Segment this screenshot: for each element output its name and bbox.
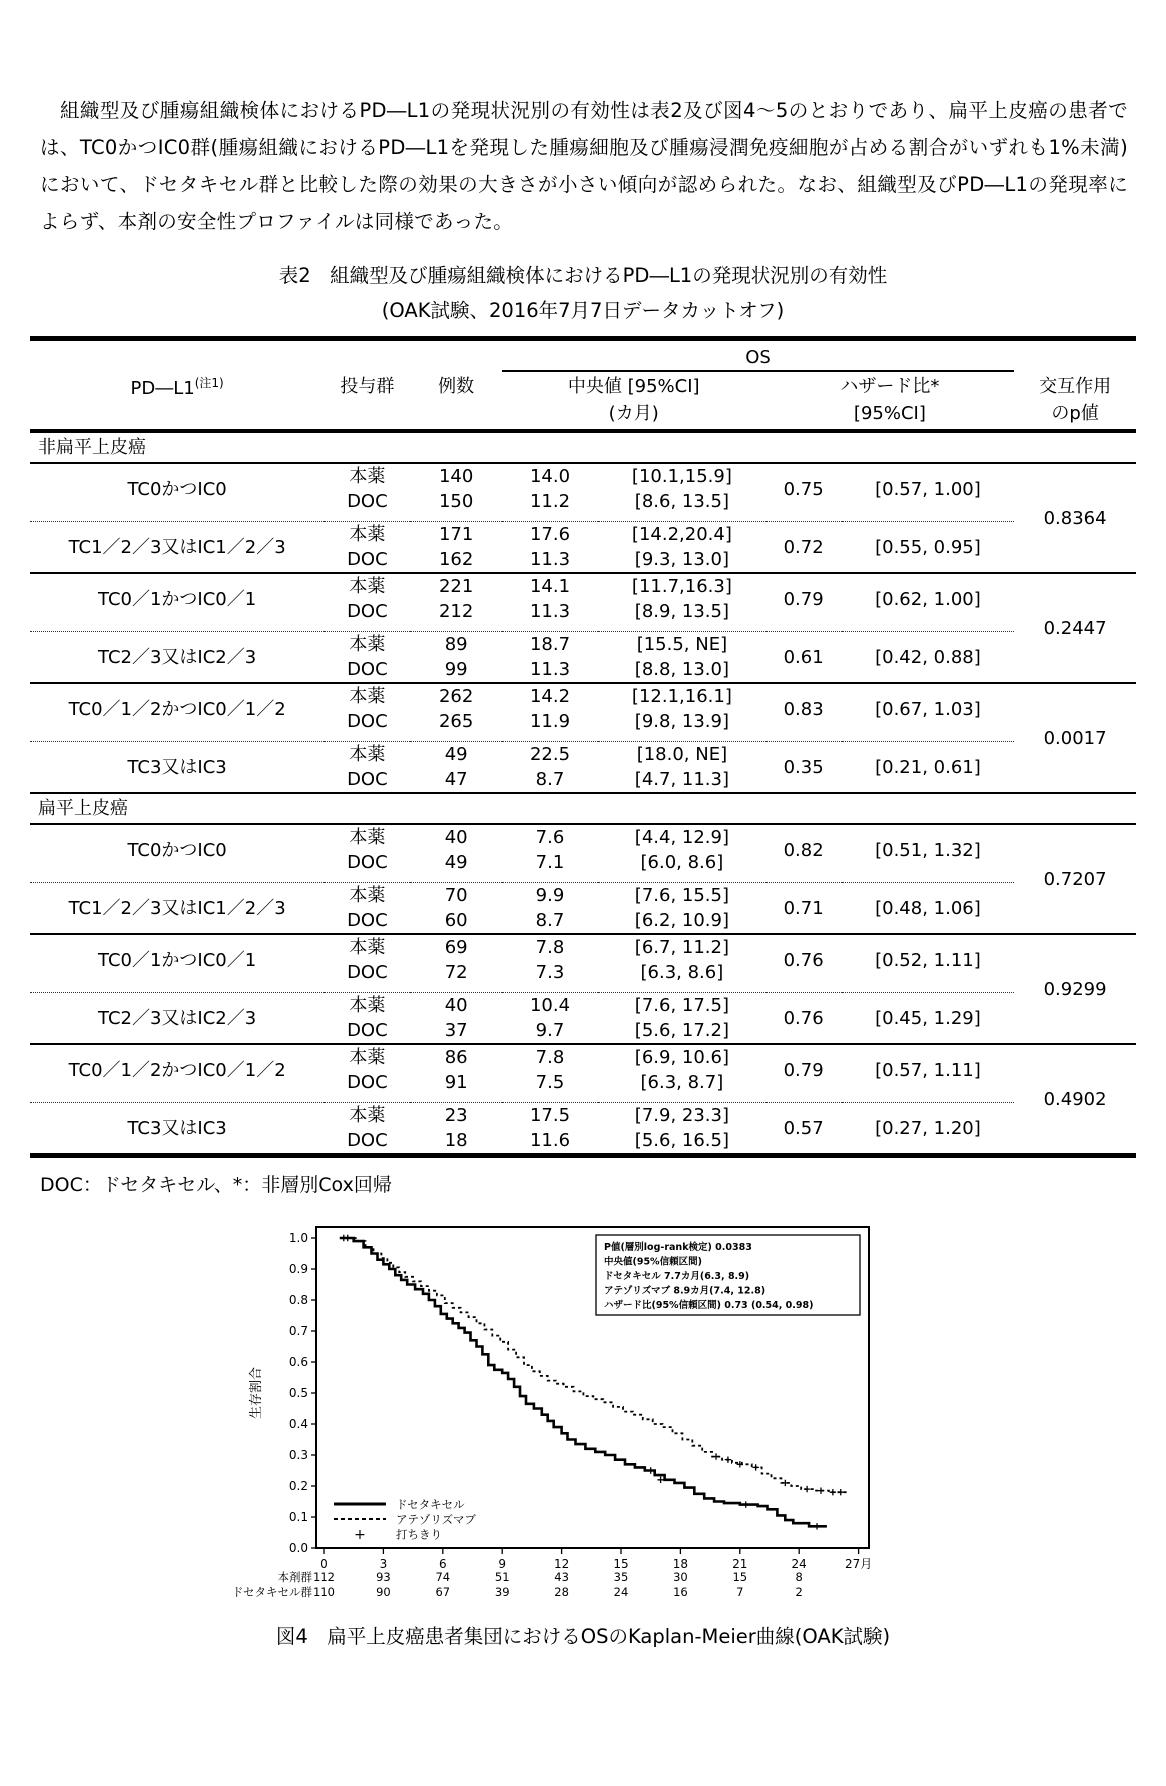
figure-caption: 図4 扁平上皮癌患者集団におけるOSのKaplan-Meier曲線(OAK試験): [275, 1625, 891, 1648]
censor-plus-icon: [648, 1467, 654, 1473]
cell-median: 11.3: [529, 659, 571, 680]
cell-n: 40: [444, 995, 468, 1016]
cell-median-ci: [15.5, NE]: [636, 634, 728, 655]
cell-hr-ci: [0.55, 0.95]: [875, 536, 981, 558]
cell-arm: DOC: [347, 659, 388, 680]
x-tick-label: 9: [498, 1557, 507, 1571]
cell-median: 7.1: [535, 852, 565, 873]
table-row: [30, 1103, 1136, 1129]
cell-median: 14.1: [502, 573, 598, 599]
efficacy-table-body: [30, 431, 1136, 1156]
cell-arm: DOC: [347, 549, 388, 570]
cell-arm: 本薬: [324, 1044, 410, 1070]
cell-median: 7.8: [502, 934, 598, 960]
table-row: [30, 1044, 1136, 1070]
cell-arm: 本薬: [349, 744, 386, 765]
dotted-separator: [30, 985, 1136, 993]
cell-arm: DOC: [347, 769, 388, 790]
cell-median-ci: [5.6, 16.5]: [634, 1130, 729, 1151]
at-risk-value: 90: [376, 1585, 391, 1599]
table-footnote: DOC：ドセタキセル、*：非層別Cox回帰: [40, 1174, 392, 1196]
censor-plus-icon: [804, 1486, 810, 1492]
cell-hr: 0.57: [783, 1117, 824, 1139]
document-page: [0, 92, 1166, 1786]
dotted-separator: [30, 734, 1136, 742]
cell-interaction-p: 0.8364: [1043, 507, 1107, 529]
at-risk-value: 67: [435, 1585, 451, 1599]
cell-hr: 0.35: [783, 756, 824, 778]
subgroup-name: TC1／2／3又はIC1／2／3: [68, 536, 286, 558]
cell-n: 69: [410, 934, 501, 960]
at-risk-value: 15: [732, 1570, 748, 1584]
cell-median-ci: [6.0, 8.6]: [640, 852, 724, 873]
at-risk-table: [232, 1570, 803, 1599]
censor-plus-icon: [830, 1489, 836, 1495]
at-risk-value: 7: [736, 1585, 744, 1599]
col-header-n: 例数: [438, 375, 475, 397]
y-tick-label: 0.1: [288, 1510, 308, 1524]
y-tick-label: 0.6: [288, 1355, 308, 1369]
col-header-interaction: 交互作用: [1039, 375, 1112, 397]
cell-median-ci: [18.0, NE]: [636, 744, 728, 765]
col-header-pvalue: のp値: [1014, 401, 1136, 431]
cell-hr: 0.79: [766, 573, 842, 624]
cell-median: 7.3: [535, 962, 565, 983]
cell-arm: DOC: [347, 1020, 388, 1041]
at-risk-row-label: ドセタキセル群: [231, 1585, 312, 1599]
dotted-separator: [30, 875, 1136, 883]
censor-plus-icon: [743, 1501, 749, 1507]
cell-median: 18.7: [529, 634, 571, 655]
cell-median-ci: [8.8, 13.0]: [634, 659, 729, 680]
cell-median-ci: [14.2,20.4]: [631, 524, 732, 545]
cell-hr-ci: [0.42, 0.88]: [875, 646, 981, 668]
y-tick-label: 0.5: [288, 1386, 308, 1400]
cell-hr-ci: [0.27, 1.20]: [875, 1117, 981, 1139]
cell-arm: 本薬: [349, 885, 386, 906]
cell-arm: DOC: [347, 962, 388, 983]
cell-median-ci: [6.3, 8.7]: [640, 1072, 724, 1093]
dotted-separator: [30, 624, 1136, 632]
cell-median-ci: [9.3, 13.0]: [634, 549, 729, 570]
cell-n: 23: [444, 1105, 468, 1126]
table-row: [30, 883, 1136, 909]
cell-median-ci: [8.9, 13.5]: [634, 601, 729, 622]
y-tick-label: 0.9: [288, 1262, 308, 1276]
table-row: [30, 993, 1136, 1019]
cell-arm: DOC: [347, 910, 388, 931]
cell-median-ci: [6.2, 10.9]: [634, 910, 729, 931]
cell-n: 91: [444, 1072, 468, 1093]
at-risk-value: 30: [673, 1570, 688, 1584]
cell-arm: 本薬: [324, 934, 410, 960]
cell-median: 11.2: [529, 491, 571, 512]
cell-n: 49: [444, 744, 468, 765]
cell-arm: DOC: [347, 1130, 388, 1151]
y-tick-label: 0.8: [288, 1293, 308, 1307]
cell-n: 99: [444, 659, 468, 680]
subgroup-name: TC0かつIC0: [127, 478, 227, 500]
table-row: [30, 683, 1136, 709]
y-tick-label: 0.2: [288, 1479, 308, 1493]
cell-arm: 本薬: [349, 466, 386, 487]
header-row-sub: [30, 401, 1136, 431]
col-header-median-unit: (カ月): [502, 401, 766, 431]
subgroup-name: TC2／3又はIC2／3: [98, 646, 257, 668]
cell-median: 22.5: [529, 744, 571, 765]
cell-hr: 0.76: [783, 1007, 824, 1029]
censor-plus-icon: [782, 1480, 788, 1486]
cell-median: 11.6: [529, 1130, 571, 1151]
col-header-pdl1: [30, 371, 324, 401]
y-tick-label: 0.4: [288, 1417, 308, 1431]
at-risk-value: 51: [494, 1570, 510, 1584]
cell-n: 70: [444, 885, 468, 906]
cell-median: 17.5: [529, 1105, 571, 1126]
annotation-line: 中央値(95%信頼区間): [604, 1256, 702, 1268]
censor-plus-icon: [838, 1489, 844, 1495]
cell-hr-ci: [0.67, 1.03]: [842, 683, 1014, 734]
cell-n: 72: [444, 962, 468, 983]
cell-median: 17.6: [529, 524, 571, 545]
subgroup-name: TC1／2／3又はIC1／2／3: [68, 897, 286, 919]
cell-arm: DOC: [347, 601, 388, 622]
table-row: [30, 463, 1136, 489]
censor-plus-icon: [713, 1453, 719, 1459]
at-risk-value: 35: [613, 1570, 629, 1584]
cell-hr: 0.83: [766, 683, 842, 734]
cell-median-ci: [8.6, 13.5]: [634, 491, 729, 512]
cell-arm: 本薬: [349, 634, 386, 655]
col-header-arm: 投与群: [340, 375, 395, 397]
col-header-median: 中央値 [95%CI]: [567, 376, 700, 397]
cell-interaction-p: 0.4902: [1014, 1044, 1136, 1156]
cell-median-ci: [4.7, 11.3]: [634, 769, 729, 790]
table-row: [30, 824, 1136, 850]
subgroup-name: TC0かつIC0: [127, 839, 227, 861]
subgroup-name: TC0／1／2かつIC0／1／2: [30, 1044, 324, 1095]
cell-median-ci: [7.6, 15.5]: [634, 885, 729, 906]
cell-median: 14.2: [502, 683, 598, 709]
cell-median: 11.3: [529, 549, 571, 570]
pdl1-label: PD―L1: [130, 378, 195, 399]
cell-median-ci: [11.7,16.3]: [598, 573, 765, 599]
dotted-separator: [30, 514, 1136, 522]
table-row: [30, 934, 1136, 960]
section-label: 扁平上皮癌: [30, 793, 1136, 824]
cell-interaction-p: 0.0017: [1014, 683, 1136, 793]
cell-median-ci: [7.9, 23.3]: [634, 1105, 729, 1126]
x-tick-label: 0: [320, 1557, 328, 1571]
x-tick-label: 3: [379, 1557, 388, 1571]
at-risk-value: 93: [376, 1570, 391, 1584]
cell-median-ci: [7.6, 17.5]: [634, 995, 729, 1016]
cell-arm: 本薬: [349, 1105, 386, 1126]
at-risk-value: 43: [554, 1570, 569, 1584]
cell-hr-ci: [0.51, 1.32]: [875, 839, 981, 861]
cell-arm: 本薬: [349, 995, 386, 1016]
at-risk-value: 16: [673, 1585, 688, 1599]
col-header-hr-ci: [95%CI]: [766, 401, 1015, 431]
cell-hr-ci: [0.62, 1.00]: [842, 573, 1014, 624]
intro-paragraph: 組織型及び腫瘍組織検体におけるPD―L1の発現状況別の有効性は表2及び図4〜5のとおりであり、扁平上皮癌の患者では、TC0かつIC0群(腫瘍組織におけるPD―L1を発現した腫瘍細胞及び腫瘍浸潤免疫細胞が占める割合がいずれも1%未満)において、ドセタキセル群と比較した際の効果の大きさが小さい傾向が認められた。なお、組織型及びPD―L1の発現率によらず、本剤の安全性プロファイルは同様であった。: [40, 99, 1128, 233]
annotation-line: ハザード比(95%信頼区間) 0.73 (0.54, 0.98): [604, 1300, 814, 1311]
cell-median-ci: [6.9, 10.6]: [598, 1044, 765, 1070]
at-risk-value: 2: [795, 1585, 803, 1599]
cell-n: 265: [438, 711, 474, 732]
y-tick-label: 0.0: [288, 1541, 308, 1555]
cell-hr: 0.61: [783, 646, 824, 668]
censor-plus-icon: [345, 1235, 351, 1241]
cell-hr: 0.75: [783, 478, 824, 500]
table-row: [30, 573, 1136, 599]
dotted-separator: [30, 1095, 1136, 1103]
cell-hr-ci: [0.52, 1.11]: [842, 934, 1014, 985]
header-spacer: [30, 401, 502, 431]
cell-hr: 0.76: [766, 934, 842, 985]
header-spacer: [1014, 339, 1136, 372]
cell-n: 221: [410, 573, 501, 599]
cell-median-ci: [12.1,16.1]: [598, 683, 765, 709]
cell-hr: 0.71: [783, 897, 824, 919]
cell-n: 60: [444, 910, 468, 931]
annotation-box: [596, 1235, 860, 1315]
cell-median: 10.4: [529, 995, 571, 1016]
subgroup-name: TC3又はIC3: [127, 1117, 227, 1139]
legend-plus-icon: +: [354, 1527, 366, 1543]
subgroup-name: TC3又はIC3: [127, 756, 227, 778]
header-spacer: [30, 339, 502, 372]
section-label: 非扁平上皮癌: [30, 431, 1136, 463]
x-tick-label: 15: [613, 1557, 629, 1571]
cell-hr-ci: [0.21, 0.61]: [875, 756, 981, 778]
km-figure-container: [224, 1213, 944, 1617]
header-row-os: [30, 339, 1136, 372]
at-risk-row-label: 本剤群: [277, 1570, 312, 1584]
cell-median: 7.8: [502, 1044, 598, 1070]
table-title: 表2 組織型及び腫瘍組織検体におけるPD―L1の発現状況別の有効性: [278, 264, 888, 287]
at-risk-value: 28: [554, 1585, 569, 1599]
cell-median: 9.9: [535, 885, 565, 906]
cell-median-ci: [4.4, 12.9]: [634, 827, 729, 848]
cell-hr: 0.82: [783, 839, 824, 861]
cell-hr: 0.72: [783, 536, 824, 558]
subgroup-name: TC0／1かつIC0／1: [30, 573, 324, 624]
cell-median: 7.6: [535, 827, 565, 848]
legend-label: 打ちきり: [396, 1527, 442, 1542]
annotation-line: アテゾリズマブ 8.9カ月(7.4, 12.8): [604, 1285, 766, 1297]
x-tick-label: 24: [791, 1557, 807, 1571]
subgroup-name: TC0／1かつIC0／1: [30, 934, 324, 985]
annotation-line: P値(層別log-rank検定) 0.0383: [604, 1242, 752, 1253]
pdl1-note: (注1): [194, 376, 224, 390]
y-axis: [248, 1231, 316, 1555]
censor-plus-icon: [657, 1477, 663, 1483]
x-tick-label: 18: [672, 1557, 689, 1571]
table-row: [30, 632, 1136, 658]
cell-n: 37: [444, 1020, 468, 1041]
cell-median-ci: [6.7, 11.2]: [598, 934, 765, 960]
x-tick-label: 21: [732, 1557, 748, 1571]
cell-n: 262: [410, 683, 501, 709]
censor-plus-icon: [818, 1487, 824, 1493]
cell-n: 40: [444, 827, 468, 848]
efficacy-table: [30, 336, 1136, 1158]
cell-n: 162: [438, 549, 474, 570]
cell-hr-ci: [0.57, 1.11]: [842, 1044, 1014, 1095]
cell-median: 7.5: [535, 1072, 565, 1093]
y-axis-label: 生存割合: [249, 1366, 264, 1420]
cell-median: 8.7: [535, 910, 565, 931]
cell-median-ci: [5.6, 17.2]: [634, 1020, 729, 1041]
cell-interaction-p: 0.9299: [1014, 934, 1136, 1044]
legend-label: アテゾリズマブ: [396, 1512, 476, 1527]
cell-median-ci: [6.3, 8.6]: [640, 962, 724, 983]
cell-interaction-p: 0.2447: [1014, 573, 1136, 683]
cell-hr-ci: [0.48, 1.06]: [875, 897, 981, 919]
cell-n: 18: [444, 1130, 468, 1151]
cell-hr-ci: [0.57, 1.00]: [875, 478, 981, 500]
cell-n: 86: [410, 1044, 501, 1070]
at-risk-value: 110: [313, 1585, 335, 1599]
at-risk-value: 74: [435, 1570, 451, 1584]
cell-median: 14.0: [529, 466, 571, 487]
censor-plus-icon: [752, 1464, 758, 1470]
x-tick-label: 12: [553, 1557, 570, 1571]
cell-hr: 0.79: [766, 1044, 842, 1095]
cell-arm: DOC: [347, 1072, 388, 1093]
cell-arm: 本薬: [349, 524, 386, 545]
cell-n: 89: [444, 634, 468, 655]
cell-n: 47: [444, 769, 468, 790]
cell-arm: DOC: [347, 711, 388, 732]
cell-arm: 本薬: [349, 827, 386, 848]
censor-plus-icon: [814, 1523, 820, 1529]
x-axis: [320, 1548, 872, 1571]
cell-n: 171: [438, 524, 474, 545]
subgroup-name: TC2／3又はIC2／3: [98, 1007, 257, 1029]
y-tick-label: 0.7: [288, 1324, 308, 1338]
cell-arm: 本薬: [324, 683, 410, 709]
cell-median: 9.7: [535, 1020, 565, 1041]
at-risk-value: 112: [313, 1570, 335, 1584]
table-subtitle: (OAK試験、2016年7月7日データカットオフ): [381, 299, 785, 322]
at-risk-value: 39: [494, 1585, 510, 1599]
cell-arm: DOC: [347, 491, 388, 512]
cell-arm: 本薬: [324, 573, 410, 599]
km-chart: [224, 1213, 944, 1613]
section-row: [30, 431, 1136, 463]
table-row: [30, 742, 1136, 768]
section-row: [30, 793, 1136, 824]
cell-interaction-p: 0.7207: [1043, 868, 1107, 890]
annotation-line: ドセタキセル 7.7カ月(6.3, 8.9): [604, 1271, 750, 1282]
y-tick-label: 0.3: [288, 1448, 308, 1462]
cell-median-ci: [9.8, 13.9]: [634, 711, 729, 732]
x-tick-label: 27月: [844, 1557, 873, 1571]
legend: [334, 1498, 476, 1544]
cell-hr-ci: [0.45, 1.29]: [875, 1007, 981, 1029]
legend-label: ドセタキセル: [396, 1497, 465, 1512]
os-header: OS: [502, 339, 1014, 372]
cell-median: 8.7: [535, 769, 565, 790]
censor-plus-icon: [725, 1456, 731, 1462]
cell-n: 140: [438, 466, 474, 487]
at-risk-value: 24: [613, 1585, 629, 1599]
table-row: [30, 522, 1136, 548]
cell-n: 150: [438, 491, 474, 512]
x-tick-label: 6: [438, 1557, 447, 1571]
subgroup-name: TC0／1／2かつIC0／1／2: [30, 683, 324, 734]
cell-n: 49: [444, 852, 468, 873]
cell-median: 11.9: [529, 711, 571, 732]
cell-n: 212: [438, 601, 474, 622]
cell-median-ci: [10.1,15.9]: [631, 466, 732, 487]
y-tick-label: 1.0: [288, 1231, 308, 1245]
cell-arm: DOC: [347, 852, 388, 873]
at-risk-value: 8: [795, 1570, 803, 1584]
header-row-main: [30, 371, 1136, 401]
cell-median: 11.3: [529, 601, 571, 622]
col-header-hr: ハザード比*: [840, 376, 940, 397]
